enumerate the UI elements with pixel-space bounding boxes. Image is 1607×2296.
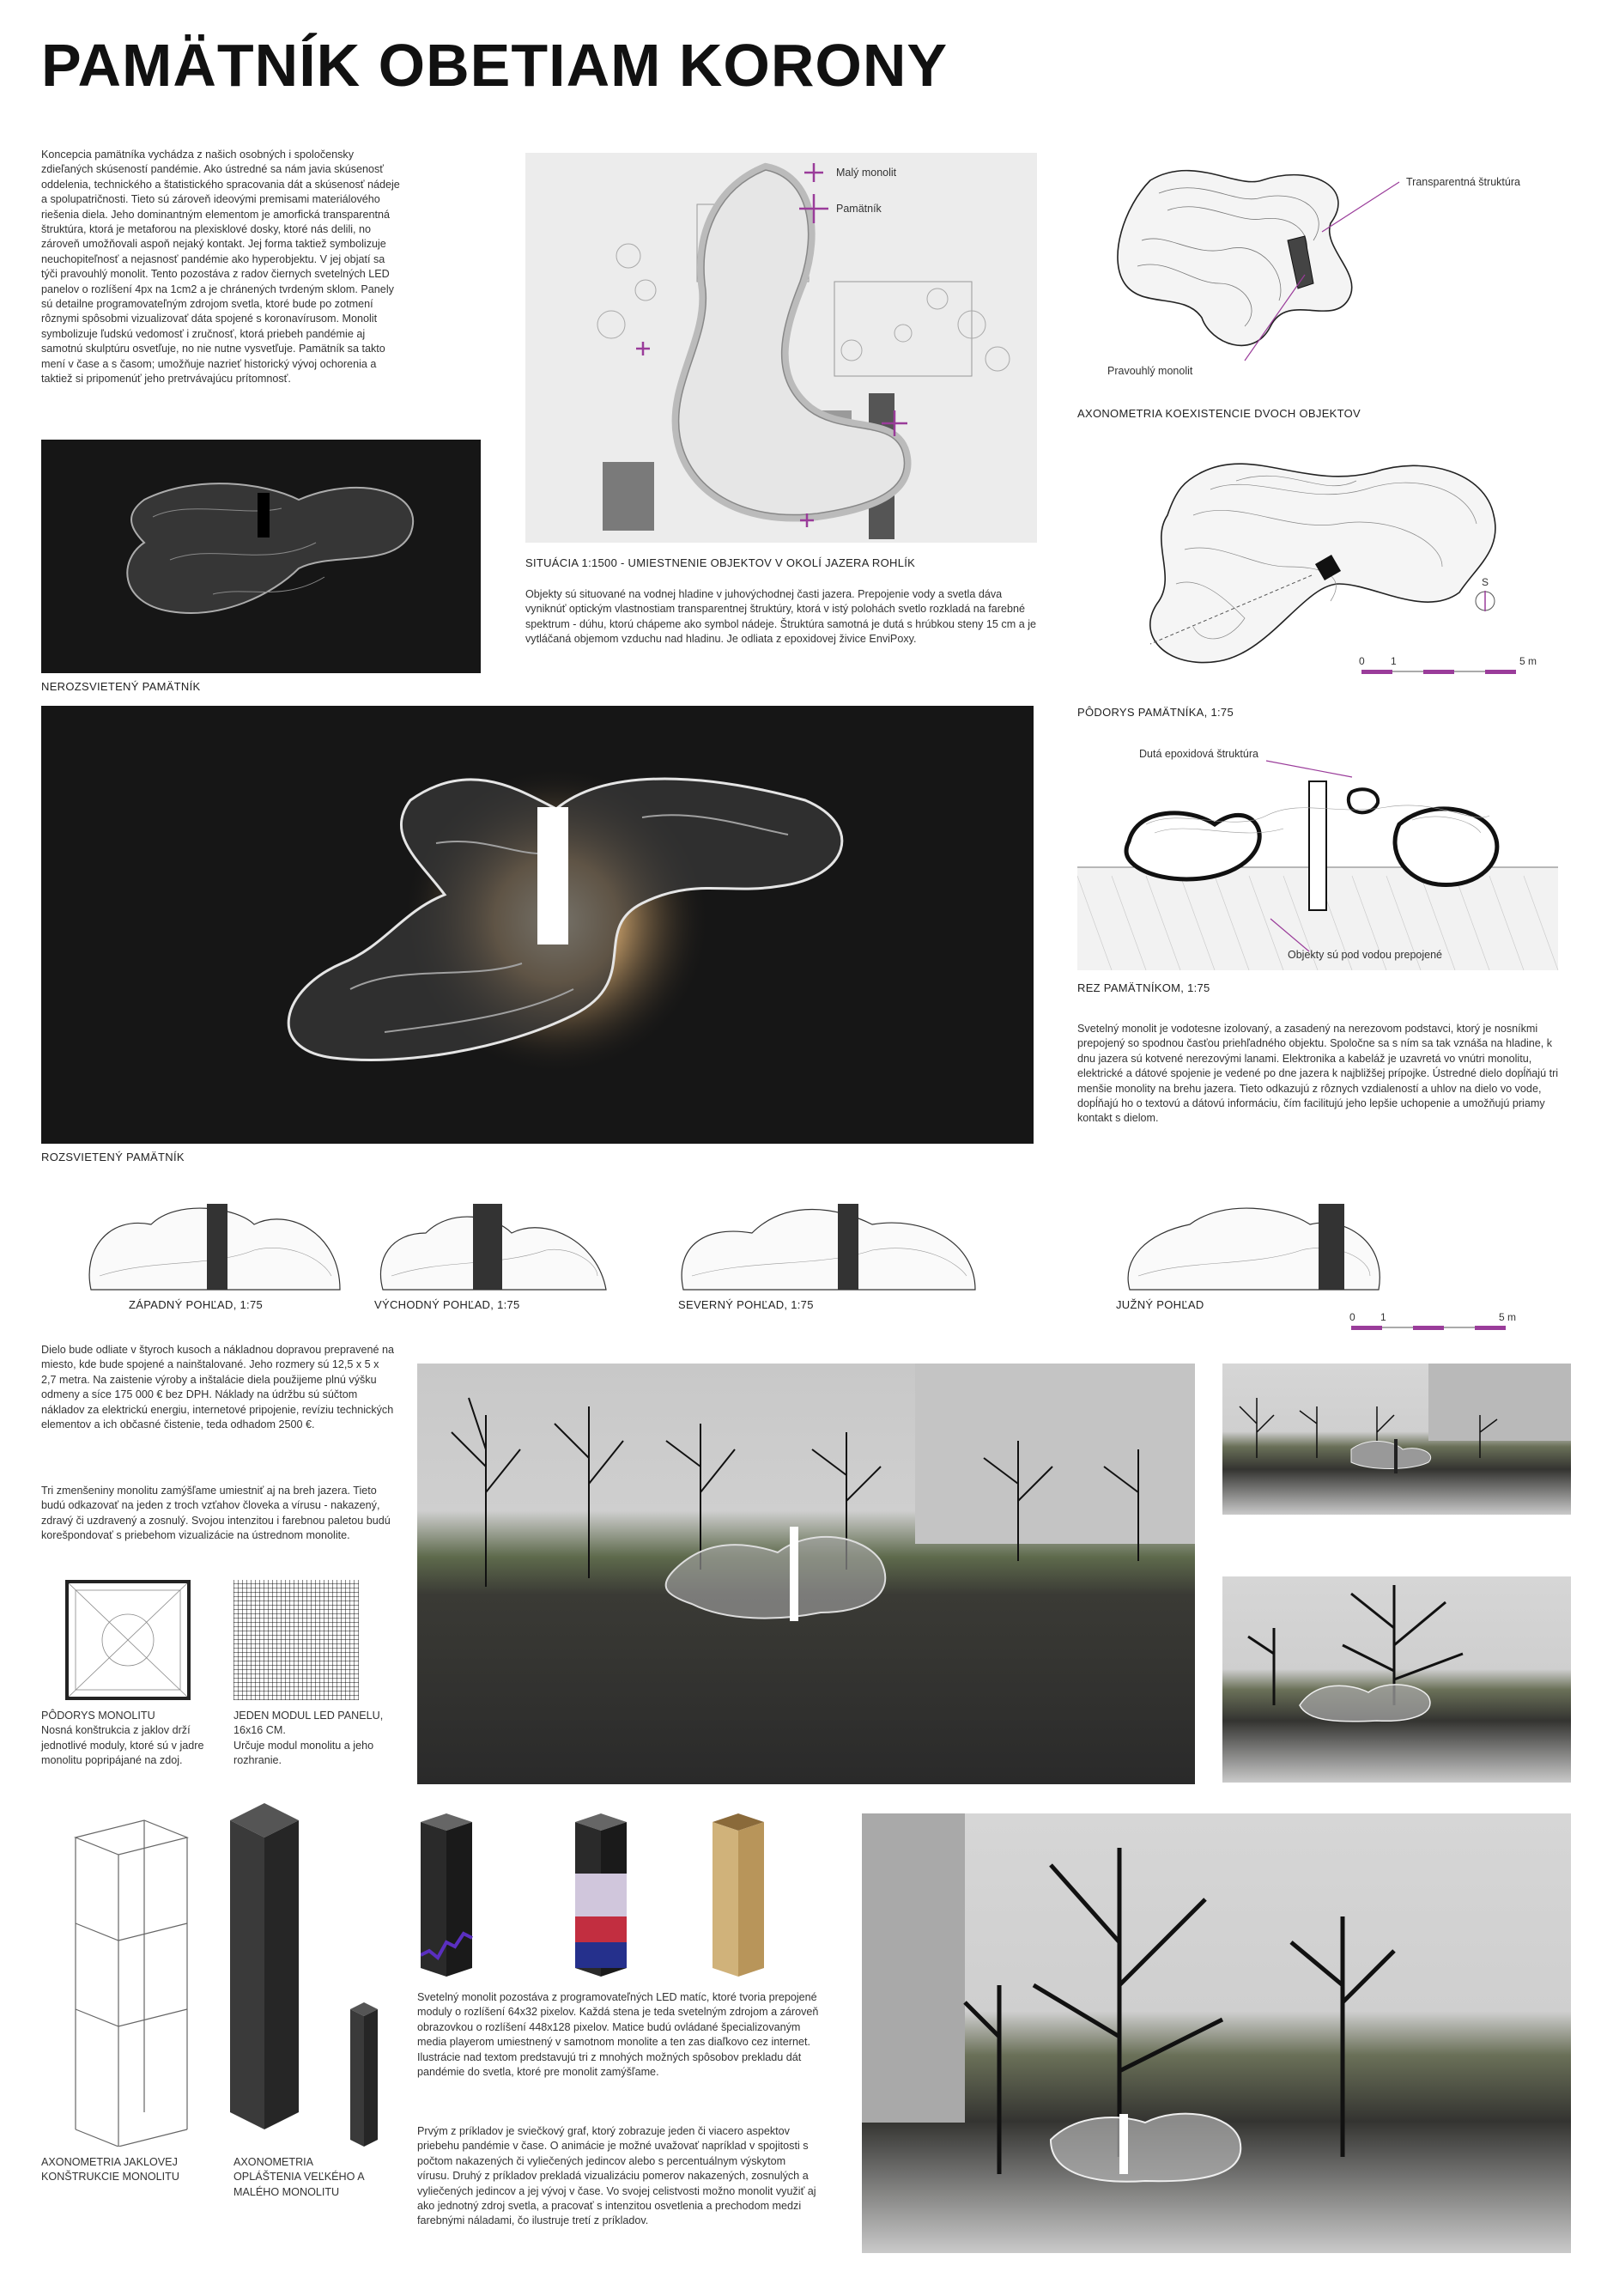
plan-caption: PÔDORYS PAMÄTNÍKA, 1:75 — [1077, 706, 1234, 719]
label-hollow-structure: Dutá epoxidová štruktúra — [1139, 748, 1258, 760]
led-text-2: Prvým z príkladov je sviečkový graf, ktorý zobrazuje jeden či viacero aspektov priebehu pandémie v čase. O animácie je možné uvažovať napríklad v spojitosti s počtom nakazených či vyliečených jedincov alebo s percentuálnym výskytom vírusu. Druhý z príkladov prekladá vizualizáciu pomerov nakazených, zosnulých a vyliečených jedincov a jej vývoj v čase. Vo svojej celistvosti možno monolit využiť aj ako jednotný zdroj svetla, a pracovať s intenzitou osvetlenia a prechodom medzi farebnými náladami, čo ilustruje tretí z príkladov. — [417, 2125, 816, 2227]
section-drawing — [1077, 738, 1575, 979]
plan-scale-0: 0 — [1359, 655, 1365, 667]
monolith-plan-drawing — [65, 1580, 191, 1700]
intro-text: Koncepcia pamätníka vychádza z našich osobných i spoločensky zdieľaných skúseností pandémie. Ako ústredné sa nám javia skúsenosť oddelenia, technického a štatistického spracovania dát a skúsenosť nádeje a spolupatričnosti. Tieto sú zároveň ideovými premisami materiálového riešenia diela. Jeho dominantným elementom je amorfická transparentná štruktúra, ktorá je metaforou na plexisklové dosky, ktoré nás delili, no zároveň umožňovali aspoň nejaký kontakt. Jej forma taktiež symbolizuje neuchopiteľnosť a nejasnosť pandémie ako hyperobjektu. V jej objatí sa týči pravouhlý monolit. Tento pozostáva z radov čiernych svetelných LED panelov o rozlíšení 4px na 1cm2 a je chránených tvrdeným sklom. Panely sú detailne programovateľným zdrojom svetla, ktoré bude po zotmení rôznymi spôsobmi vizualizovať dáta spojené s koronavírusom. Monolit symbolizuje ľudskú vedomosť i zručnosť, ktorá priebeh pandémie aj samotnú skulptúru osvetľuje, no nie nutne vysvetľuje. Pamätník sa takto mení v čase a s časom; umožňuje nazrieť historický vývoj ochorenia a taktiež si pripomenúť jeho pretrvávajúcu prítomnosť. — [41, 149, 400, 386]
lake-render-top-right — [1222, 1364, 1571, 1515]
cost-text: Dielo bude odliate v štyroch kusoch a nákladnou dopravou prepravené na miesto, kde bude spojené a nainštalované. Jeho rozmery sú 12,5 x 5 x 2,7 metra. Na zaistenie výroby a inštalácie diela použijeme plnú výšku odmeny a síce 175 000 € bez DPH. Náklady na údržbu sú súčtom nákladov za elektrickú energiu, internetové pripojenie, revíziu technických elementov a ich občasné čistenie, teda odhadom 2500 €. — [41, 1344, 394, 1431]
legend-small-monolith: Malý monolit — [836, 167, 897, 179]
lake-render-main — [417, 1364, 1195, 1784]
led-text-1: Svetelný monolit pozostáva z programovateľných LED matíc, ktoré tvoria prepojené moduly o rozlíšení 64x32 pixelov. Každá stena je teda svetelným zdrojom a zároveň obrazovkou o rozlíšení 448x128 pixelov. Matice budú ovládané špecializovaným media playerom umiestnený v samotnom monolite a ten zas diaľkovo cez internet. Ilustrácie nad textom predstavujú tri z mnohých možných spôsobov prekladu dát pandémie do svetla, ktoré pre monolit zamýšľame. — [417, 1991, 819, 2079]
axonometry-drawing — [1073, 155, 1571, 404]
site-caption: SITUÁCIA 1:1500 - UMIESTNENIE OBJEKTOV V OKOLÍ JAZERA ROHLÍK — [525, 556, 916, 569]
axo-caption: AXONOMETRIA KOEXISTENCIE DVOCH OBJEKTOV — [1077, 407, 1361, 420]
led-illustrations — [421, 1813, 807, 1977]
west-elevation-caption: ZÁPADNÝ POHĽAD, 1:75 — [129, 1298, 264, 1311]
monolith-cladding-axo — [230, 1803, 402, 2147]
site-text: Objekty sú situované na vodnej hladine v juhovýchodnej časti jazera. Prepojenie vody a svetla dáva vyniknúť optickým vlastnostiam transparentnej štruktúry, ktorá v istý polohách svetlo rozkladá na farebné spektrum - dúhu, ktorú chápeme ako symbol nádeje. Štruktúra samotná je dutá s hrúbkou steny 15 cm a je vytláčaná objemom vzduchu nad hladinu. Je odliata z epoxidovej živice EnviPoxy. — [525, 588, 1037, 646]
unlit-caption: NEROZSVIETENÝ PAMÄTNÍK — [41, 680, 201, 693]
lake-render-bottom-right — [1222, 1576, 1571, 1783]
plan-scale-1: 1 — [1391, 655, 1397, 667]
unlit-memorial-render — [41, 440, 481, 673]
monolith-plan-text: Nosná konštrukcia z jaklov drží jednotlivé moduly, ktoré sú v jadre monolitu popripájané na zdoj. — [41, 1724, 204, 1767]
axo-cladding-caption: AXONOMETRIA OPLÁŠTENIA VEĽKÉHO A MALÉHO MONOLITU — [233, 2156, 364, 2198]
monolith-plan-block — [41, 1709, 213, 1769]
north-arrow-label: S — [1482, 576, 1489, 588]
east-elevation-caption: VÝCHODNÝ POHĽAD, 1:75 — [374, 1298, 520, 1311]
label-underwater-connection: Objekty sú pod vodou prepojené — [1288, 949, 1442, 961]
lake-render-large — [862, 1813, 1571, 2253]
label-rectangular-monolith: Pravouhlý monolit — [1107, 365, 1193, 377]
section-text: Svetelný monolit je vodotesne izolovaný, a zasadený na nerezovom podstavci, ktorý je nosníkmi prepojený so spodnou časťou priehľadného objektu. Spoločne sa s ním sa tak vznáša na hladine, k dnu jazera sú kotvené nerezovými lanami. Elektronika a kabeláž je uzavretá vo vnútri monolitu, elektrické a dátové spojenie je vedené po dne jazera k najbližšej prípojke. Ústredné dielo dopĺňajú tri menšie monolity na brehu jazera. Tieto odkazujú z rôznych vzdialeností a uhlov na dielo vo vode, dopĺňajú ho o textovú a dátovú informáciu, čím facilitujú jeho lepšie uchopenie a umožňujú priamy kontakt s dielom. — [1077, 1023, 1559, 1125]
elev-scale-0: 0 — [1349, 1311, 1355, 1323]
small-monoliths-text: Tri zmenšeniny monolitu zamýšľame umiestniť aj na breh jazera. Tieto budú odkazovať na jeden z troch vzťahov človeka a vírusu - nakazený, zdravý či uzdravený a zosnulý. Svojou intenzitou i farebnou paletou budú korešpondovať s priebehom vizualizácie na ústrednom monolite. — [41, 1485, 391, 1542]
led-module-drawing — [233, 1580, 359, 1700]
plan-scale-5: 5 m — [1519, 655, 1537, 667]
floor-plan-drawing — [1116, 438, 1571, 695]
led-module-title: JEDEN MODUL LED PANELU, 16x16 CM. — [233, 1710, 384, 1737]
page-title: PAMÄTNÍK OBETIAM KORONY — [41, 32, 949, 99]
axo-frame-caption: AXONOMETRIA JAKLOVEJ KONŠTRUKCIE MONOLITU — [41, 2156, 179, 2184]
elevations-drawings — [82, 1181, 1576, 1291]
led-module-text: Určuje modul monolitu a jeho rozhranie. — [233, 1739, 374, 1767]
section-caption: REZ PAMÄTNÍKOM, 1:75 — [1077, 981, 1210, 994]
legend-memorial: Pamätník — [836, 203, 882, 215]
north-elevation-caption: SEVERNÝ POHĽAD, 1:75 — [678, 1298, 814, 1311]
monolith-plan-title: PÔDORYS MONOLITU — [41, 1710, 155, 1722]
elev-scale-1: 1 — [1380, 1311, 1386, 1323]
monolith-frame-axo — [41, 1803, 213, 2147]
lit-caption: ROZSVIETENÝ PAMÄTNÍK — [41, 1151, 185, 1163]
lit-memorial-render — [41, 706, 1034, 1144]
led-module-block — [233, 1709, 388, 1769]
label-transparent-structure: Transparentná štruktúra — [1406, 176, 1520, 188]
elevation-scale-bar — [1348, 1309, 1528, 1339]
south-elevation-caption: JUŽNÝ POHĽAD — [1116, 1298, 1204, 1311]
site-plan — [525, 153, 1037, 543]
elev-scale-5: 5 m — [1499, 1311, 1517, 1323]
